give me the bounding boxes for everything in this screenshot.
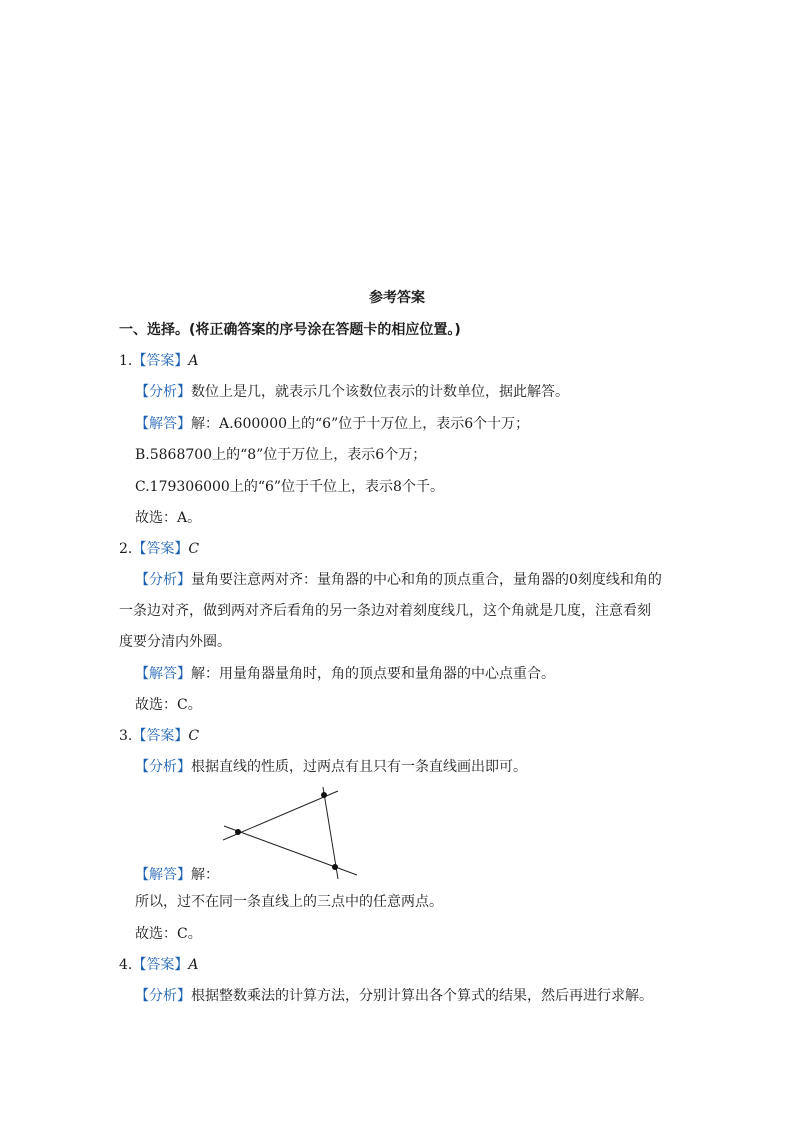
answer-tag: 【答案】 bbox=[132, 541, 189, 557]
answer-tag: 【答案】 bbox=[132, 957, 189, 973]
q4-answer: A bbox=[188, 957, 199, 973]
q1-number: 1. bbox=[119, 353, 133, 369]
q2-solution-text: 解：用量角器量角时，角的顶点要和量角器的中心点重合。 bbox=[191, 666, 555, 682]
q1-answer: A bbox=[188, 353, 199, 369]
q3-analysis bbox=[135, 757, 527, 777]
q1-solution-line-3: C.179306000上的“6”位于千位上，表示8个千。 bbox=[135, 479, 444, 495]
q2-conclusion: 故选：C。 bbox=[135, 697, 202, 713]
q4-number: 4. bbox=[119, 957, 133, 973]
q1-analysis-text: 数位上是几，就表示几个该数位表示的计数单位，据此解答。 bbox=[191, 384, 569, 400]
q2-number: 2. bbox=[119, 541, 133, 557]
q2-analysis-line-2: 一条边对齐，做到两对齐后看角的另一条边对着刻度线几，这个角就是几度，注意看刻 bbox=[119, 603, 651, 619]
solution-tag: 【解答】 bbox=[135, 416, 191, 432]
q3-answer: C bbox=[188, 728, 200, 744]
triangle-lines-figure bbox=[220, 787, 360, 879]
point-b bbox=[321, 792, 327, 798]
q4-analysis bbox=[135, 986, 653, 1006]
q3-solution bbox=[135, 865, 219, 885]
q2-analysis-line-1: 量角要注意两对齐：量角器的中心和角的顶点重合，量角器的0刻度线和角的 bbox=[191, 572, 662, 588]
point-a bbox=[235, 829, 241, 835]
q4-answer-line bbox=[119, 955, 198, 975]
answer-tag: 【答案】 bbox=[132, 728, 189, 744]
section-heading: 一、选择。(将正确答案的序号涂在答题卡的相应位置。) bbox=[119, 322, 461, 338]
answer-tag: 【答案】 bbox=[132, 353, 189, 369]
q3-number: 3. bbox=[119, 728, 133, 744]
q1-solution-prefix: 解： bbox=[191, 416, 219, 432]
q1-answer-line bbox=[119, 351, 198, 371]
q3-solution-text: 解： bbox=[191, 867, 219, 883]
q2-answer: C bbox=[188, 541, 200, 557]
analysis-tag: 【分析】 bbox=[135, 988, 191, 1004]
q2-answer-line bbox=[119, 539, 199, 559]
analysis-tag: 【分析】 bbox=[135, 384, 191, 400]
q3-conclusion: 故选：C。 bbox=[135, 926, 202, 942]
solution-tag: 【解答】 bbox=[135, 666, 191, 682]
q1-solution bbox=[135, 414, 529, 434]
solution-tag: 【解答】 bbox=[135, 867, 191, 883]
q1-solution-line-1: A.600000上的“6”位于十万位上，表示6个十万； bbox=[219, 416, 530, 432]
point-c bbox=[332, 864, 338, 870]
q3-solution-line-2: 所以，过不在同一条直线上的三点中的任意两点。 bbox=[135, 894, 443, 910]
q1-conclusion: 故选：A。 bbox=[135, 510, 202, 526]
q1-solution-line-2: B.5868700上的“8”位于万位上，表示6个万； bbox=[135, 447, 427, 463]
q3-analysis-text: 根据直线的性质，过两点有且只有一条直线画出即可。 bbox=[191, 759, 527, 775]
q2-analysis-line-3: 度要分清内外圈。 bbox=[119, 634, 231, 650]
analysis-tag: 【分析】 bbox=[135, 572, 191, 588]
q2-solution bbox=[135, 664, 555, 684]
analysis-tag: 【分析】 bbox=[135, 759, 191, 775]
q2-analysis bbox=[135, 570, 662, 590]
q4-analysis-text: 根据整数乘法的计算方法，分别计算出各个算式的结果，然后再进行求解。 bbox=[191, 988, 653, 1004]
q1-analysis bbox=[135, 382, 569, 402]
q3-answer-line bbox=[119, 726, 199, 746]
page-title: 参考答案 bbox=[369, 290, 425, 306]
